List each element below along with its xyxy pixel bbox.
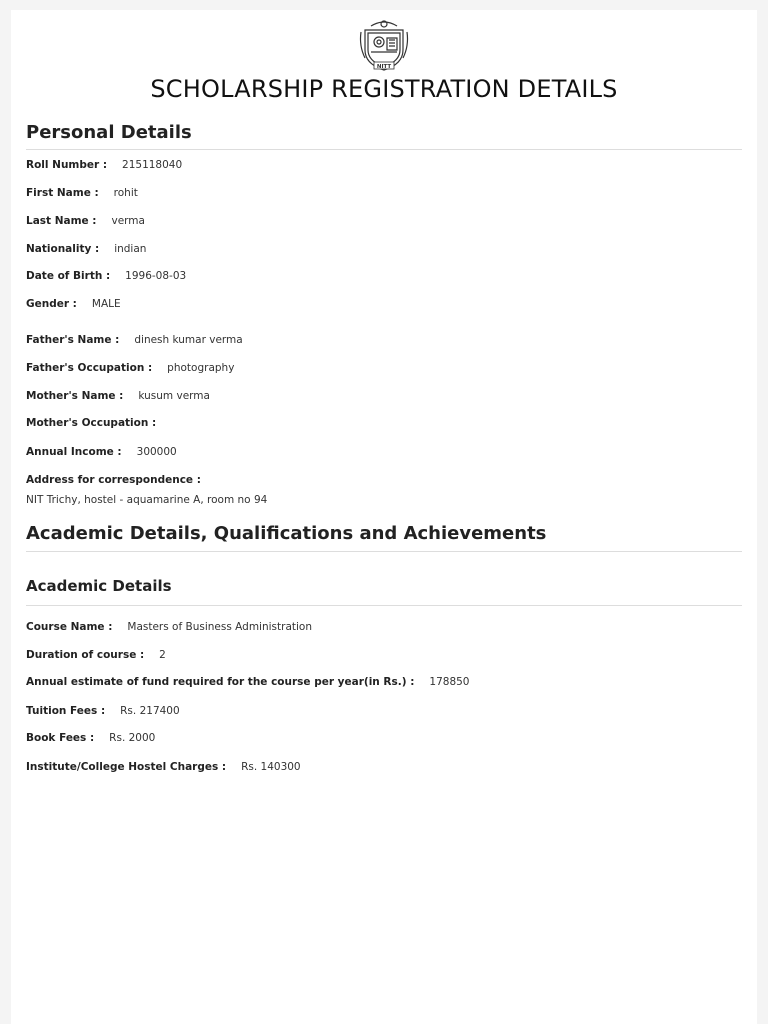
- field-fathers-occupation: [26, 361, 234, 375]
- field-label: Father's Occupation :: [26, 362, 153, 374]
- field-value: Rs. 2000: [109, 732, 156, 744]
- field-label: Annual estimate of fund required for the course per year(in Rs.) :: [26, 676, 415, 688]
- field-value: 1996-08-03: [125, 270, 187, 282]
- field-annual-fund-estimate: [26, 675, 470, 689]
- field-label: Gender :: [26, 298, 77, 310]
- personal-details-heading: Personal Details: [26, 122, 192, 143]
- field-date-of-birth: [26, 269, 186, 283]
- field-book-fees: [26, 731, 155, 745]
- field-value: Masters of Business Administration: [127, 621, 312, 633]
- field-label: Date of Birth :: [26, 270, 111, 282]
- academic-details-heading: Academic Details: [26, 577, 172, 595]
- field-value: rohit: [113, 187, 138, 199]
- field-value: Rs. 217400: [120, 705, 180, 717]
- field-tuition-fees: [26, 704, 180, 718]
- field-address-label: [26, 473, 201, 487]
- document-page: [11, 10, 757, 1024]
- field-value: dinesh kumar verma: [134, 334, 243, 346]
- field-value: 178850: [429, 676, 470, 688]
- field-label: Mother's Name :: [26, 390, 124, 402]
- field-roll-number: [26, 158, 182, 172]
- field-label: Roll Number :: [26, 159, 108, 171]
- nitt-emblem-icon: [357, 16, 411, 74]
- field-fathers-name: [26, 333, 243, 347]
- field-value: 300000: [136, 446, 177, 458]
- divider: [26, 149, 742, 150]
- field-mothers-occupation: [26, 416, 171, 430]
- field-course-name: [26, 620, 312, 634]
- page-title: SCHOLARSHIP REGISTRATION DETAILS: [150, 75, 618, 103]
- academic-section-heading: Academic Details, Qualifications and Achievements: [26, 523, 547, 544]
- divider: [26, 551, 742, 552]
- field-label: Duration of course :: [26, 649, 145, 661]
- field-label: Book Fees :: [26, 732, 95, 744]
- field-label: Annual Income :: [26, 446, 122, 458]
- field-course-duration: [26, 648, 166, 662]
- field-value: MALE: [91, 298, 121, 310]
- field-value: indian: [114, 243, 147, 255]
- field-label: Institute/College Hostel Charges :: [26, 761, 227, 773]
- svg-text:NITT: NITT: [376, 64, 392, 70]
- field-label: Course Name :: [26, 621, 113, 633]
- field-label: Last Name :: [26, 215, 97, 227]
- field-value: photography: [167, 362, 235, 374]
- field-hostel-charges: [26, 760, 301, 774]
- field-value: verma: [111, 215, 145, 227]
- field-first-name: [26, 186, 138, 200]
- divider: [26, 605, 742, 606]
- field-mothers-name: [26, 389, 210, 403]
- field-value: 215118040: [122, 159, 183, 171]
- field-label: First Name :: [26, 187, 99, 199]
- address-value: NIT Trichy, hostel - aquamarine A, room no 94: [26, 494, 268, 506]
- field-label: Address for correspondence :: [26, 474, 201, 486]
- field-label: Father's Name :: [26, 334, 120, 346]
- field-value: Rs. 140300: [241, 761, 301, 773]
- field-value: 2: [159, 649, 166, 661]
- field-last-name: [26, 214, 145, 228]
- field-gender: [26, 297, 121, 311]
- field-annual-income: [26, 445, 177, 459]
- field-value: kusum verma: [138, 390, 210, 402]
- field-label: Nationality :: [26, 243, 100, 255]
- field-label: Mother's Occupation :: [26, 417, 157, 429]
- field-nationality: [26, 242, 146, 256]
- field-label: Tuition Fees :: [26, 705, 106, 717]
